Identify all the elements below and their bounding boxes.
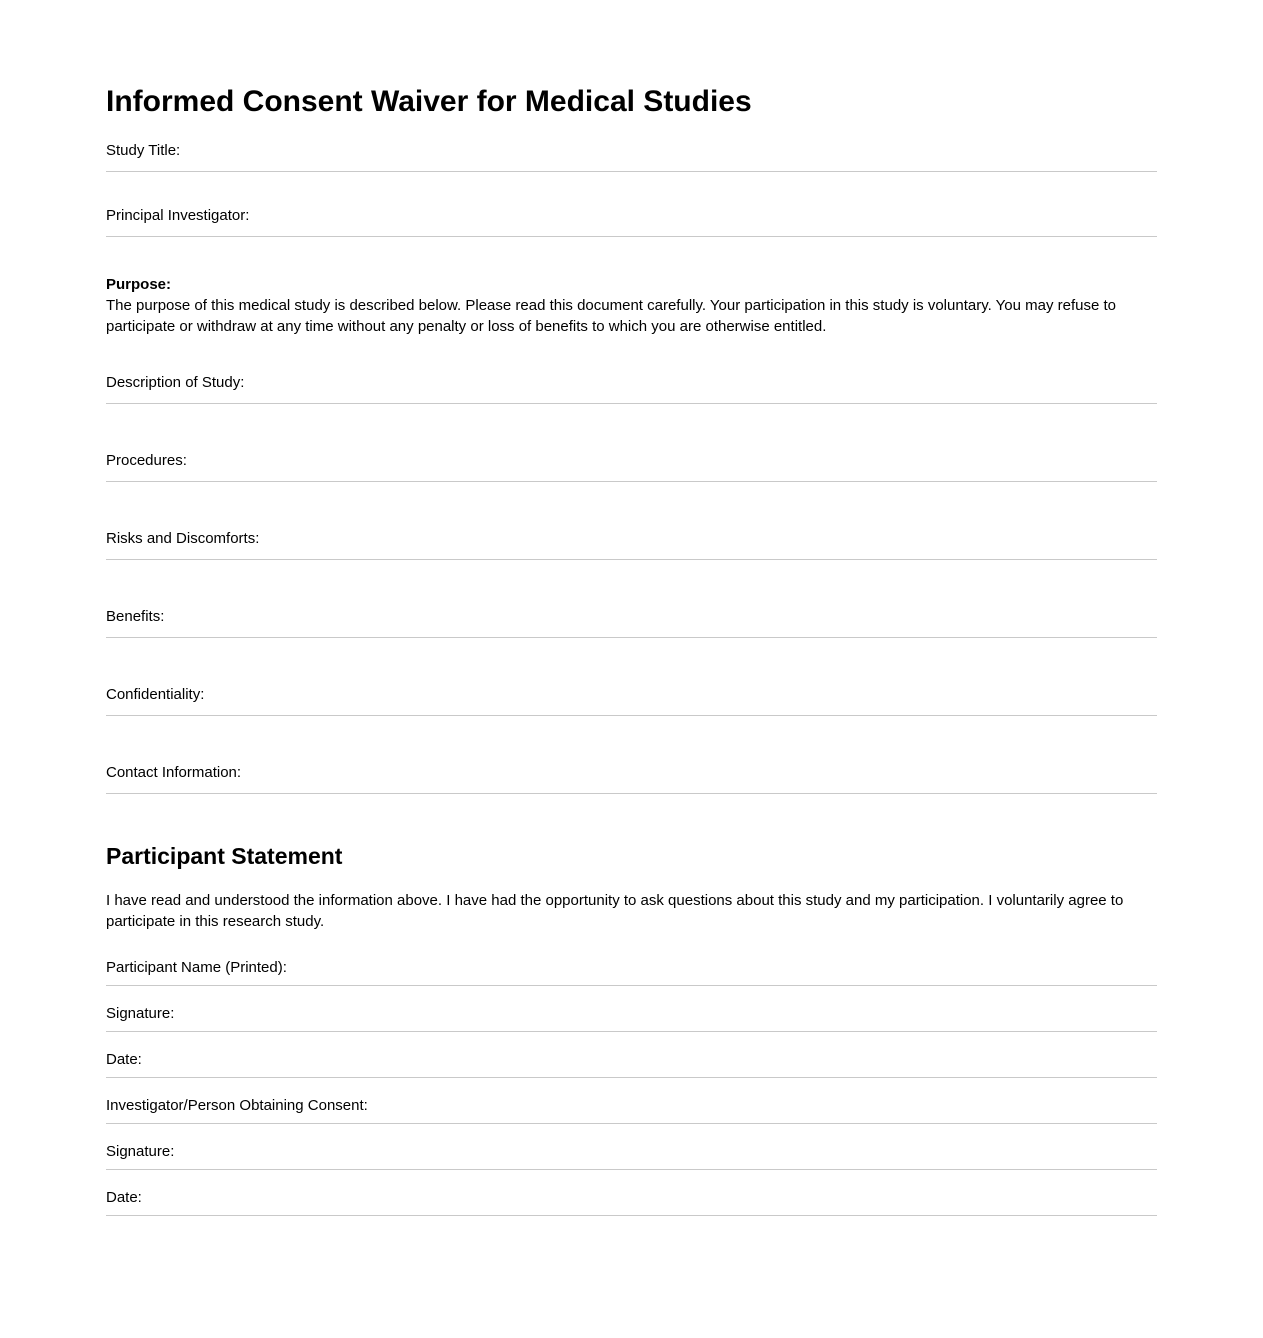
write-in-line [106,559,1157,560]
field-label-investigator-signature: Signature: [106,1143,175,1160]
field-risks-and-discomforts [106,530,1157,560]
investigator-signature-block [106,1097,1157,1216]
field-principal-investigator [106,207,1157,237]
field-investigator-name [106,1097,1157,1124]
write-in-line [106,715,1157,716]
page-title: Informed Consent Waiver for Medical Studies [106,85,752,118]
field-confidentiality [106,686,1157,716]
field-label-risks-and-discomforts: Risks and Discomforts: [106,530,260,547]
field-label-description-of-study: Description of Study: [106,374,245,391]
write-in-line [106,403,1157,404]
field-label-investigator-name: Investigator/Person Obtaining Consent: [106,1097,368,1114]
purpose-body: The purpose of this medical study is described below. Please read this document carefully. Your participation in this study is voluntary. You may refuse to participate or withdraw at any time without any penalty or loss of benefits to which you are otherwise entitled. [106,297,1116,335]
field-label-participant-signature: Signature: [106,1005,175,1022]
field-label-contact-information: Contact Information: [106,764,242,781]
write-in-line [106,171,1157,172]
field-label-participant-name: Participant Name (Printed): [106,959,287,976]
write-in-line [106,985,1157,986]
write-in-line [106,793,1157,794]
write-in-line [106,1077,1157,1078]
field-label-confidentiality: Confidentiality: [106,686,205,703]
field-label-benefits: Benefits: [106,608,165,625]
purpose-section [106,274,1157,337]
field-investigator-signature [106,1143,1157,1170]
write-in-line [106,1169,1157,1170]
field-benefits [106,608,1157,638]
field-investigator-date [106,1189,1157,1216]
field-contact-information [106,764,1157,794]
write-in-line [106,481,1157,482]
field-participant-date [106,1051,1157,1078]
participant-signature-block [106,959,1157,1078]
write-in-line [106,1215,1157,1216]
field-procedures [106,452,1157,482]
write-in-line [106,1031,1157,1032]
write-in-line [106,236,1157,237]
field-label-procedures: Procedures: [106,452,187,469]
field-participant-name [106,959,1157,986]
participant-statement-body: I have read and understood the information above. I have had the opportunity to ask questions about this study and my participation. I voluntarily agree to participate in this research study. [106,892,1124,930]
field-label-principal-investigator: Principal Investigator: [106,207,250,224]
field-description-of-study [106,374,1157,404]
field-label-study-title: Study Title: [106,142,181,159]
write-in-line [106,637,1157,638]
participant-statement-heading: Participant Statement [106,843,343,869]
field-label-investigator-date: Date: [106,1189,142,1206]
write-in-line [106,1123,1157,1124]
field-label-participant-date: Date: [106,1051,142,1068]
field-participant-signature [106,1005,1157,1032]
field-study-title [106,142,1157,172]
purpose-heading: Purpose: [106,276,172,293]
